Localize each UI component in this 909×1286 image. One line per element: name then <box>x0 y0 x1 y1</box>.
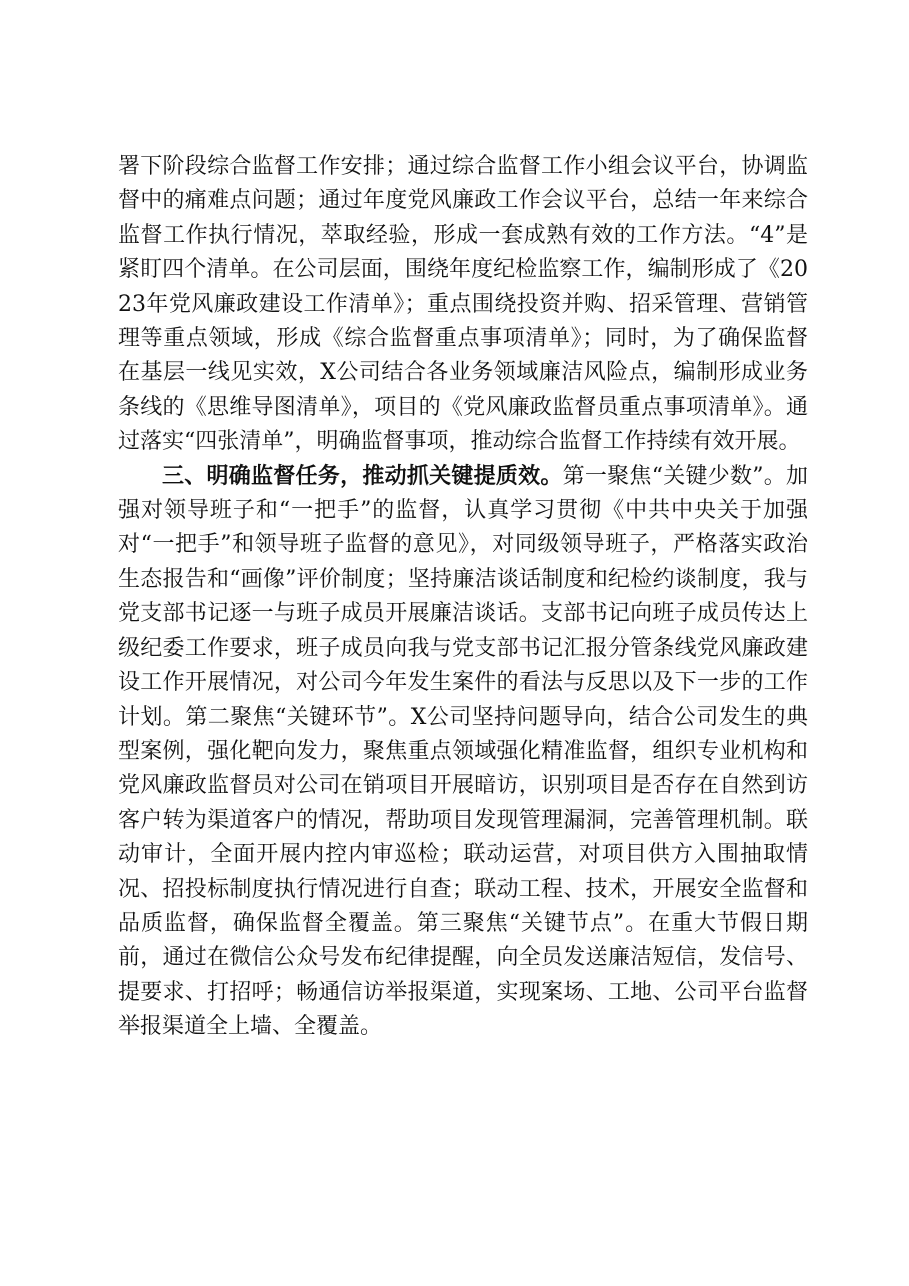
paragraph-continued <box>118 150 808 460</box>
paragraph-section-three <box>118 460 808 1045</box>
document-body <box>118 150 808 1045</box>
paragraph-text: 署下阶段综合监督工作安排；通过综合监督工作小组会议平台，协调监督中的痛难点问题；通过年度党风廉政工作会议平台，总结一年来综合监督工作执行情况，萃取经验，形成一套成熟有效的工作方法。“4”是紧盯四个清单。在公司层面，围绕年度纪检监察工作，编制形成了《2023年党风廉政建设工作清单》；重点围绕投资并购、招采管理、营销管理等重点领域，形成《综合监督重点事项清单》；同时，为了确保监督在基层一线见实效，X公司结合各业务领域廉洁风险点，编制形成业务条线的《思维导图清单》，项目的《党风廉政监督员重点事项清单》。通过落实“四张清单”，明确监督事项，推动综合监督工作持续有效开展。 <box>118 154 808 455</box>
paragraph-text: 第一聚焦“关键少数”。加强对领导班子和“一把手”的监督，认真学习贯彻《中共中央关于加强对“一把手”和领导班子监督的意见》，对同级领导班子，严格落实政治生态报告和“画像”评价制度；坚持廉洁谈话制度和纪检约谈制度，我与党支部书记逐一与班子成员开展廉洁谈话。支部书记向班子成员传达上级纪委工作要求，班子成员向我与党支部书记汇报分管条线党风廉政建设工作开展情况，对公司今年发生案件的看法与反思以及下一步的工作计划。第二聚焦“关键环节”。X公司坚持问题导向，结合公司发生的典型案例，强化靶向发力，聚焦重点领域强化精准监督，组织专业机构和党风廉政监督员对公司在销项目开展暗访，识别项目是否存在自然到访客户转为渠道客户的情况，帮助项目发现管理漏洞，完善管理机制。联动审计，全面开展内控内审巡检；联动运营，对项目供方入围抽取情况、招投标制度执行情况进行自查；联动工程、技术，开展安全监督和品质监督，确保监督全覆盖。第三聚焦“关键节点”。在重大节假日期前，通过在微信公众号发布纪律提醒，向全员发送廉洁短信，发信号、提要求、打招呼；畅通信访举报渠道，实现案场、工地、公司平台监督举报渠道全上墙、全覆盖。 <box>118 463 808 1040</box>
section-heading: 三、明确监督任务，推动抓关键提质效。 <box>162 463 563 489</box>
